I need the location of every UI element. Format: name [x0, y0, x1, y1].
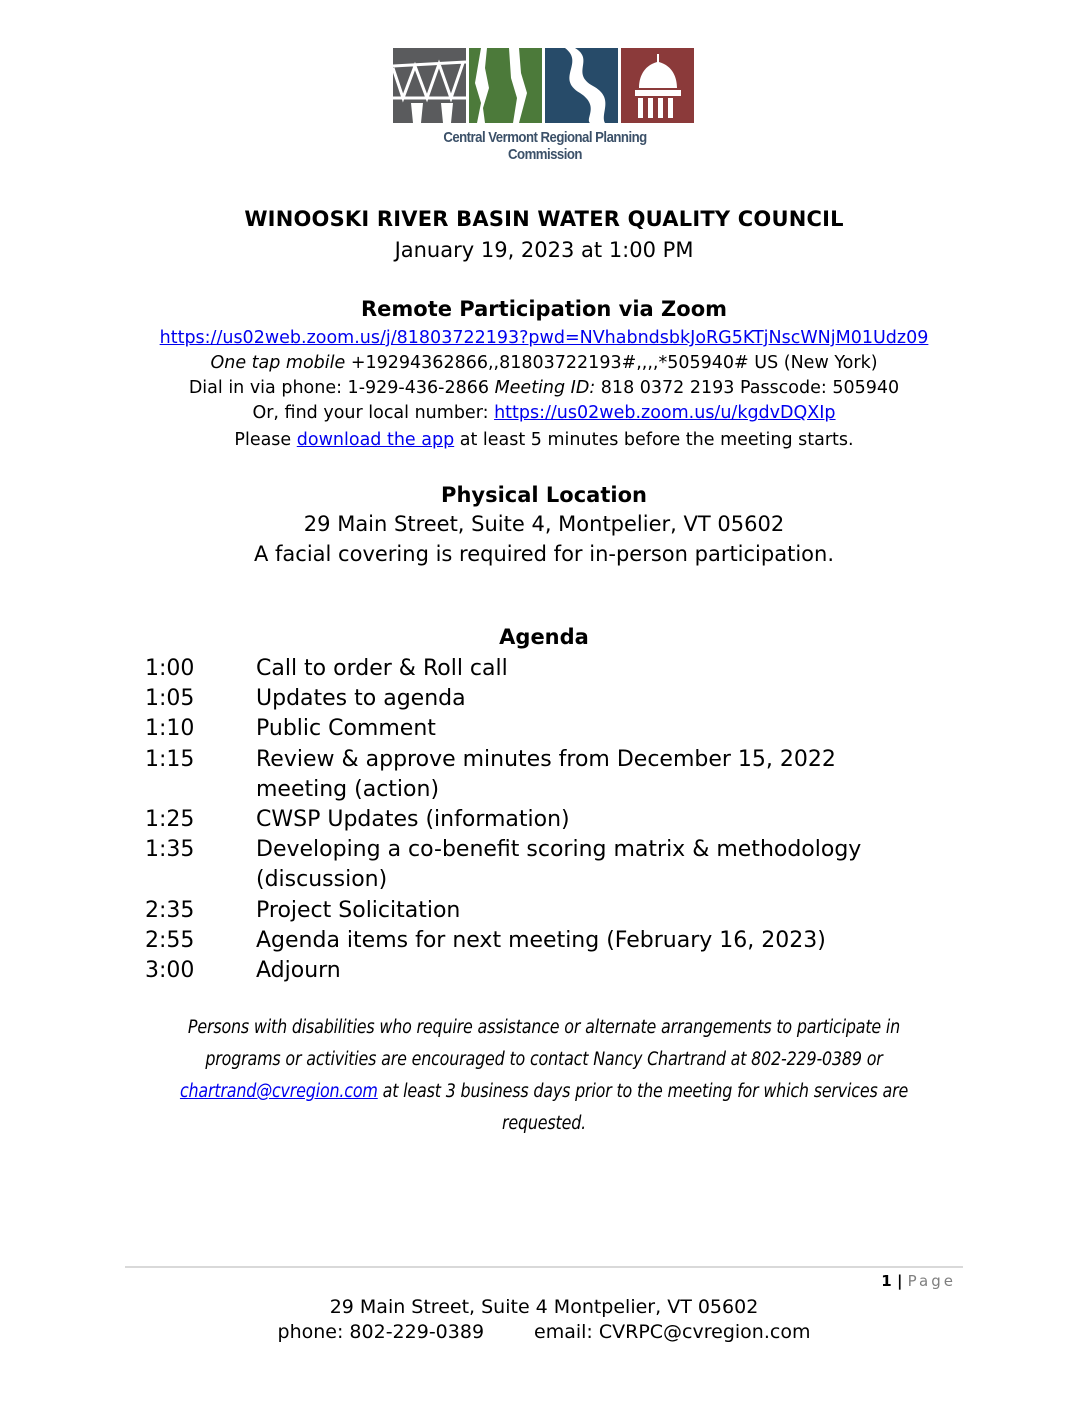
- agenda-time: 2:55: [145, 927, 195, 953]
- river-tile-icon: [545, 48, 618, 123]
- footer-divider: [125, 1266, 963, 1268]
- agenda-item: [145, 926, 965, 956]
- cvrpc-logo: [393, 48, 697, 163]
- agenda-item: [145, 805, 965, 835]
- download-line: [0, 430, 1088, 450]
- page-label: Page: [907, 1272, 956, 1290]
- agenda-time: 3:00: [145, 958, 195, 984]
- agenda-text: Review & approve minutes from December 15, 2022 meeting (action): [256, 746, 836, 802]
- agenda-heading: Agenda: [499, 625, 589, 649]
- agenda-list: [145, 654, 965, 986]
- vermont-tile-icon: [469, 48, 542, 123]
- agenda-item: [145, 684, 965, 714]
- agenda-time: 1:10: [145, 716, 195, 742]
- zoom-link-line: [0, 328, 1088, 348]
- local-number-link[interactable]: https://us02web.zoom.us/u/kgdvDQXIp: [494, 403, 836, 423]
- agenda-text: Agenda items for next meeting (February 16, 2023): [256, 927, 826, 953]
- document-title: WINOOSKI RIVER BASIN WATER QUALITY COUNCIL: [244, 207, 844, 231]
- meeting-datetime: January 19, 2023 at 1:00 PM: [394, 238, 694, 262]
- meeting-id-value: 818 0372 2193 Passcode: 505940: [600, 378, 900, 398]
- logo-caption: Central Vermont Regional Planning Commission: [443, 129, 647, 163]
- agenda-time: 1:35: [145, 837, 195, 863]
- one-tap-label: One tap mobile: [210, 353, 346, 373]
- facial-covering-note: A facial covering is required for in-person participation.: [253, 542, 834, 566]
- agenda-time: 1:25: [145, 807, 195, 833]
- agenda-item: [145, 654, 965, 684]
- remote-heading: Remote Participation via Zoom: [360, 297, 727, 321]
- bridge-tile-icon: [393, 48, 466, 123]
- physical-location-heading: Physical Location: [441, 483, 647, 507]
- agenda-text: Developing a co-benefit scoring matrix & methodology (discussion): [256, 837, 862, 893]
- download-app-link[interactable]: download the app: [296, 430, 455, 450]
- accessibility-notice: [179, 1012, 908, 1140]
- footer-contact: [0, 1321, 1088, 1343]
- logo-tiles: [393, 48, 697, 123]
- dial-in-line: [0, 378, 1088, 398]
- footer-email: email: CVRPC@cvregion.com: [534, 1321, 811, 1343]
- download-prefix: Please: [234, 430, 292, 450]
- page-number: [881, 1272, 956, 1290]
- page-separator: |: [896, 1272, 903, 1290]
- agenda-item: [145, 896, 965, 926]
- contact-email-link[interactable]: chartrand@cvregion.com: [179, 1081, 378, 1102]
- download-suffix: at least 5 minutes before the meeting starts.: [459, 430, 854, 450]
- agenda-item: [145, 835, 965, 895]
- meeting-id-label: Meeting ID:: [494, 378, 596, 398]
- agenda-item: [145, 956, 965, 986]
- agenda-time: 2:35: [145, 897, 195, 923]
- agenda-time: 1:00: [145, 656, 195, 681]
- agenda-text: Public Comment: [256, 716, 436, 742]
- one-tap-line: [0, 353, 1088, 373]
- physical-address: 29 Main Street, Suite 4, Montpelier, VT 05602: [303, 512, 785, 536]
- agenda-text: CWSP Updates (information): [256, 807, 570, 833]
- local-number-label: Or, find your local number:: [252, 403, 489, 423]
- agenda-text: Project Solicitation: [256, 897, 461, 923]
- dial-in-label: Dial in via phone: 1-929-436-2866: [188, 378, 489, 398]
- notice-text-before: Persons with disabilities who require assistance or alternate arrangements to participate in programs or activities are encouraged to contact Nancy Chartrand at 802-229-0389 or: [187, 1017, 901, 1070]
- one-tap-value: +19294362866,,81803722193#,,,,*505940# US (New York): [350, 353, 878, 373]
- agenda-time: 1:15: [145, 746, 195, 772]
- agenda-time: 1:05: [145, 686, 195, 712]
- agenda-item: [145, 714, 965, 744]
- capitol-tile-icon: [621, 48, 694, 123]
- zoom-meeting-link[interactable]: https://us02web.zoom.us/j/81803722193?pwd=NVhabndsbkJoRG5KTjNscWNjM01Udz09: [159, 328, 929, 348]
- page-number-value: 1: [881, 1272, 892, 1290]
- notice-text-after: at least 3 business days prior to the meeting for which services are requested.: [382, 1081, 909, 1134]
- footer-address: 29 Main Street, Suite 4 Montpelier, VT 05602: [329, 1296, 759, 1318]
- agenda-item: [145, 745, 965, 805]
- agenda-text: Updates to agenda: [256, 686, 466, 712]
- footer-phone: phone: 802-229-0389: [277, 1321, 485, 1343]
- agenda-text: Call to order & Roll call: [256, 656, 508, 681]
- agenda-text: Adjourn: [256, 958, 341, 984]
- local-number-line: [0, 403, 1088, 423]
